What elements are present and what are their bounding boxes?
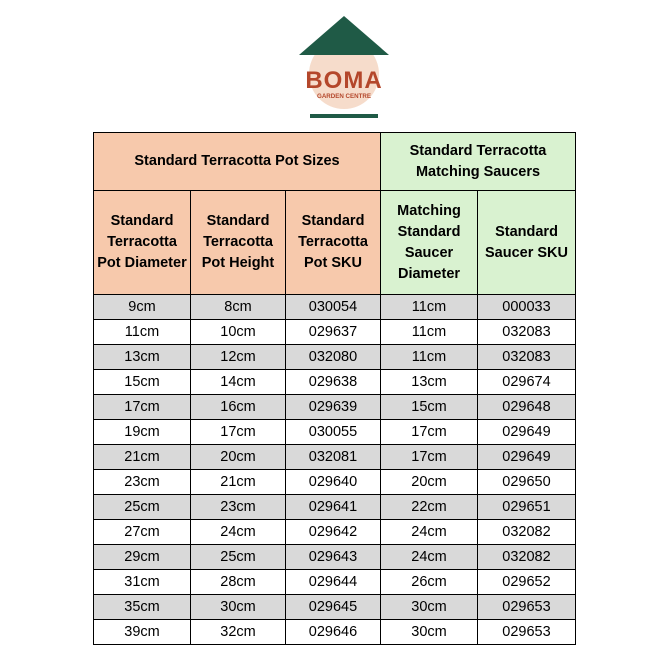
- table-row: [94, 445, 576, 470]
- cell-pot-height: 21cm: [191, 470, 286, 495]
- logo-roof: [299, 16, 389, 55]
- table-row: [94, 620, 576, 645]
- cell-pot-sku: 029643: [286, 545, 381, 570]
- cell-saucer-diameter: 30cm: [381, 620, 478, 645]
- column-header-row: [94, 191, 576, 295]
- cell-pot-sku: 029646: [286, 620, 381, 645]
- cell-pot-diameter: 35cm: [94, 595, 191, 620]
- cell-saucer-sku: 029651: [478, 495, 576, 520]
- cell-pot-diameter: 31cm: [94, 570, 191, 595]
- cell-pot-sku: 029638: [286, 370, 381, 395]
- cell-saucer-diameter: 15cm: [381, 395, 478, 420]
- cell-saucer-sku: 032082: [478, 545, 576, 570]
- cell-pot-height: 10cm: [191, 320, 286, 345]
- cell-saucer-sku: 029674: [478, 370, 576, 395]
- cell-saucer-sku: 032083: [478, 320, 576, 345]
- cell-pot-height: 12cm: [191, 345, 286, 370]
- cell-pot-sku: 030054: [286, 295, 381, 320]
- cell-pot-diameter: 19cm: [94, 420, 191, 445]
- table-row: [94, 420, 576, 445]
- table-row: [94, 595, 576, 620]
- cell-saucer-sku: 029650: [478, 470, 576, 495]
- table-row: [94, 570, 576, 595]
- column-header-pot-height: Standard Terracotta Pot Height: [191, 191, 286, 295]
- cell-pot-height: 17cm: [191, 420, 286, 445]
- cell-saucer-sku: 032083: [478, 345, 576, 370]
- logo-brand-text: BOMA: [305, 67, 383, 94]
- table-row: [94, 370, 576, 395]
- cell-pot-diameter: 13cm: [94, 345, 191, 370]
- cell-pot-sku: 029642: [286, 520, 381, 545]
- cell-pot-height: 8cm: [191, 295, 286, 320]
- table-row: [94, 320, 576, 345]
- cell-pot-diameter: 9cm: [94, 295, 191, 320]
- cell-pot-sku: 030055: [286, 420, 381, 445]
- cell-saucer-diameter: 11cm: [381, 295, 478, 320]
- group-header-row: [94, 133, 576, 191]
- group-header-pot-sizes: Standard Terracotta Pot Sizes: [94, 133, 381, 191]
- cell-saucer-diameter: 17cm: [381, 445, 478, 470]
- column-header-saucer-diameter: Matching Standard Saucer Diameter: [381, 191, 478, 295]
- table-row: [94, 520, 576, 545]
- cell-pot-height: 30cm: [191, 595, 286, 620]
- cell-saucer-diameter: 24cm: [381, 520, 478, 545]
- cell-pot-height: 25cm: [191, 545, 286, 570]
- cell-saucer-diameter: 26cm: [381, 570, 478, 595]
- cell-pot-sku: 032081: [286, 445, 381, 470]
- cell-pot-diameter: 17cm: [94, 395, 191, 420]
- cell-pot-diameter: 23cm: [94, 470, 191, 495]
- table-row: [94, 295, 576, 320]
- pot-sizes-table: [93, 132, 576, 645]
- cell-pot-sku: 029641: [286, 495, 381, 520]
- cell-pot-diameter: 39cm: [94, 620, 191, 645]
- cell-pot-diameter: 21cm: [94, 445, 191, 470]
- cell-saucer-diameter: 22cm: [381, 495, 478, 520]
- cell-saucer-sku: 032082: [478, 520, 576, 545]
- cell-pot-diameter: 11cm: [94, 320, 191, 345]
- table-row: [94, 545, 576, 570]
- cell-pot-height: 14cm: [191, 370, 286, 395]
- logo-underline: [310, 114, 378, 118]
- table-row: [94, 495, 576, 520]
- column-header-pot-sku: Standard Terracotta Pot SKU: [286, 191, 381, 295]
- cell-pot-diameter: 15cm: [94, 370, 191, 395]
- cell-pot-diameter: 25cm: [94, 495, 191, 520]
- logo-tagline-text: GARDEN CENTRE: [317, 93, 371, 100]
- cell-pot-height: 24cm: [191, 520, 286, 545]
- cell-saucer-sku: 000033: [478, 295, 576, 320]
- cell-pot-sku: 029637: [286, 320, 381, 345]
- cell-pot-sku: 029644: [286, 570, 381, 595]
- column-header-saucer-sku: Standard Saucer SKU: [478, 191, 576, 295]
- cell-pot-sku: 032080: [286, 345, 381, 370]
- table-row: [94, 470, 576, 495]
- cell-pot-height: 28cm: [191, 570, 286, 595]
- cell-saucer-sku: 029653: [478, 595, 576, 620]
- cell-saucer-diameter: 20cm: [381, 470, 478, 495]
- cell-saucer-sku: 029653: [478, 620, 576, 645]
- cell-saucer-diameter: 11cm: [381, 320, 478, 345]
- cell-saucer-sku: 029648: [478, 395, 576, 420]
- table-row: [94, 345, 576, 370]
- cell-saucer-sku: 029649: [478, 420, 576, 445]
- cell-pot-height: 16cm: [191, 395, 286, 420]
- group-header-saucers: Standard Terracotta Matching Saucers: [381, 133, 576, 191]
- cell-saucer-sku: 029649: [478, 445, 576, 470]
- cell-pot-diameter: 29cm: [94, 545, 191, 570]
- cell-saucer-diameter: 30cm: [381, 595, 478, 620]
- table-row: [94, 395, 576, 420]
- cell-pot-height: 20cm: [191, 445, 286, 470]
- cell-pot-height: 23cm: [191, 495, 286, 520]
- cell-saucer-diameter: 24cm: [381, 545, 478, 570]
- cell-saucer-sku: 029652: [478, 570, 576, 595]
- cell-saucer-diameter: 17cm: [381, 420, 478, 445]
- cell-pot-sku: 029645: [286, 595, 381, 620]
- cell-pot-diameter: 27cm: [94, 520, 191, 545]
- column-header-pot-diameter: Standard Terracotta Pot Diameter: [94, 191, 191, 295]
- boma-logo: [298, 14, 390, 120]
- cell-pot-sku: 029640: [286, 470, 381, 495]
- cell-saucer-diameter: 11cm: [381, 345, 478, 370]
- cell-saucer-diameter: 13cm: [381, 370, 478, 395]
- boma-logo-graphic: [298, 14, 390, 120]
- table-body: [94, 295, 576, 645]
- cell-pot-sku: 029639: [286, 395, 381, 420]
- cell-pot-height: 32cm: [191, 620, 286, 645]
